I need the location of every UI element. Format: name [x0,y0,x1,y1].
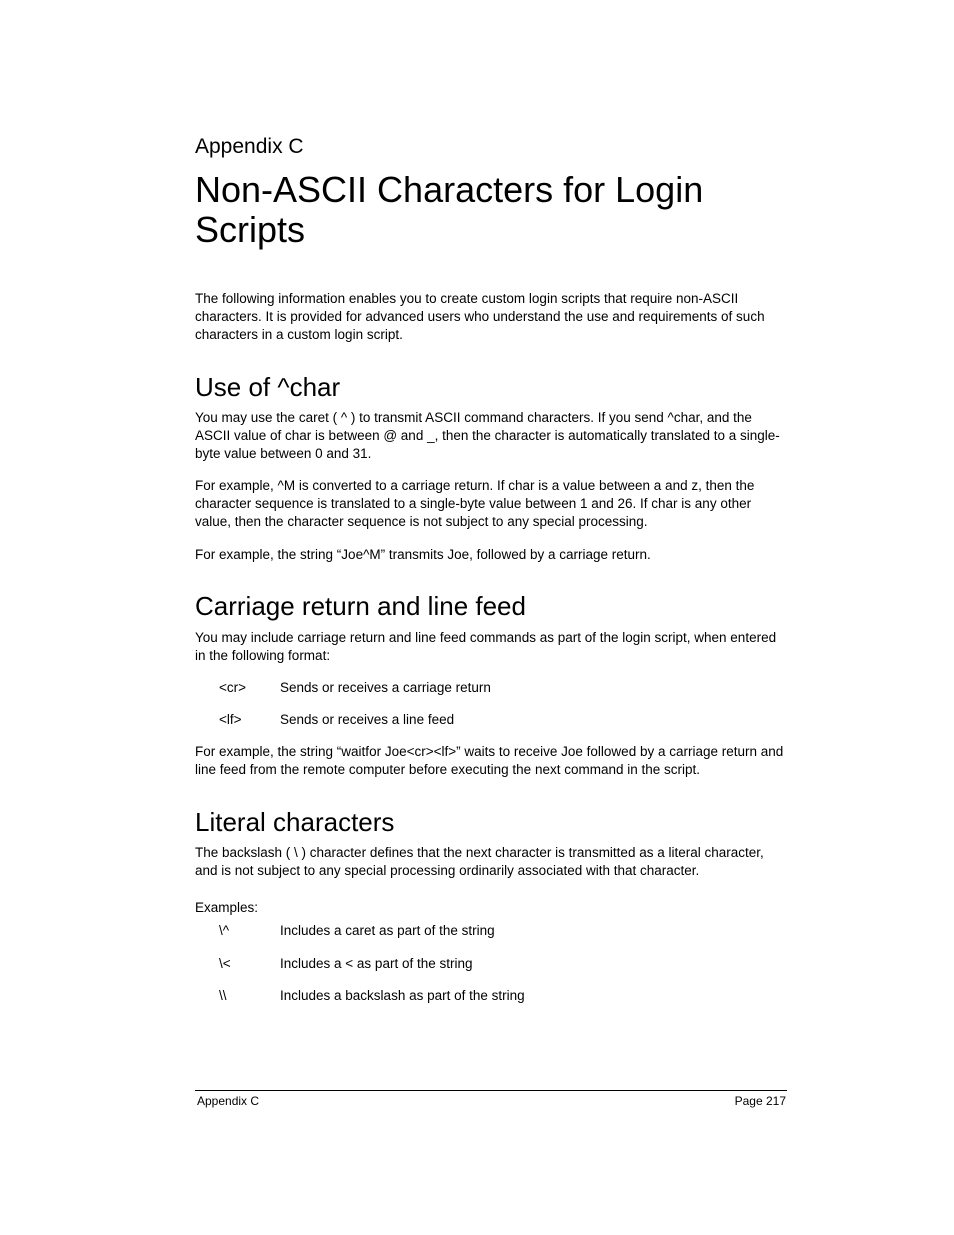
definition-row [219,955,787,973]
appendix-label: Appendix C [195,135,304,158]
crlf-example-paragraph: For example, the string “waitfor Joe<cr><lf>” waits to receive Joe followed by a carriage return and line feed from the remote computer before executing the next command in the script. [195,744,784,777]
section-heading-crlf: Carriage return and line feed [195,591,526,621]
caret-paragraph-3-block [195,546,787,564]
section-literal-heading-block [195,807,787,837]
caret-paragraph: For example, ^M is converted to a carriage return. If char is a value between a and z, then the character sequence is translated to a single-byte value between 1 and 26. If char is any other value, then the character sequence is not subject to any special processing. [195,478,755,529]
literal-intro-paragraph: The backslash ( \ ) character defines that the next character is transmitted as a literal character, and is not subject to any special processing ordinarily associated with that character. [195,845,764,878]
definition-description: Sends or receives a line feed [280,712,455,727]
crlf-example-block [195,743,787,779]
intro-paragraph: The following information enables you to create custom login scripts that require non-ASCII characters. It is provided for advanced users who understand the use and requirements of such characters in a custom login script. [195,291,765,342]
definition-row [219,711,787,729]
crlf-intro-block [195,629,787,665]
definition-term: <lf> [219,712,242,727]
section-caret-heading-block [195,372,787,402]
definition-term: \^ [219,923,230,938]
definition-row [219,987,787,1005]
definition-description: Includes a < as part of the string [280,956,473,971]
definition-term: \\ [219,988,227,1003]
intro-block [195,290,787,344]
footer-page-number: Page 217 [734,1094,786,1108]
footer-section-label: Appendix C [197,1094,260,1108]
caret-paragraph: You may use the caret ( ^ ) to transmit ASCII command characters. If you send ^char, and the ASCII value of char is between @ and _, then the character is automatically translated to a single-byte value between 0 and 31. [195,410,780,461]
crlf-intro-paragraph: You may include carriage return and line feed commands as part of the login script, when entered in the following format: [195,630,777,663]
definition-term: <cr> [219,680,247,695]
section-crlf-heading-block [195,591,787,621]
definition-description: Includes a backslash as part of the string [280,988,525,1003]
literal-intro-block [195,844,787,880]
definition-row [219,922,787,940]
page-title: Non-ASCII Characters for Login Scripts [195,169,704,250]
definition-description: Sends or receives a carriage return [280,680,491,695]
caret-paragraph: For example, the string “Joe^M” transmits Joe, followed by a carriage return. [195,547,651,562]
examples-label: Examples: [195,900,259,915]
caret-paragraph-1-block [195,409,787,463]
definition-row [219,679,787,697]
footer-divider [195,1090,787,1091]
definition-term: \< [219,956,231,971]
section-heading-literal: Literal characters [195,807,395,837]
definition-description: Includes a caret as part of the string [280,923,495,938]
caret-paragraph-2-block [195,477,787,531]
section-heading-caret: Use of ^char [195,372,341,402]
